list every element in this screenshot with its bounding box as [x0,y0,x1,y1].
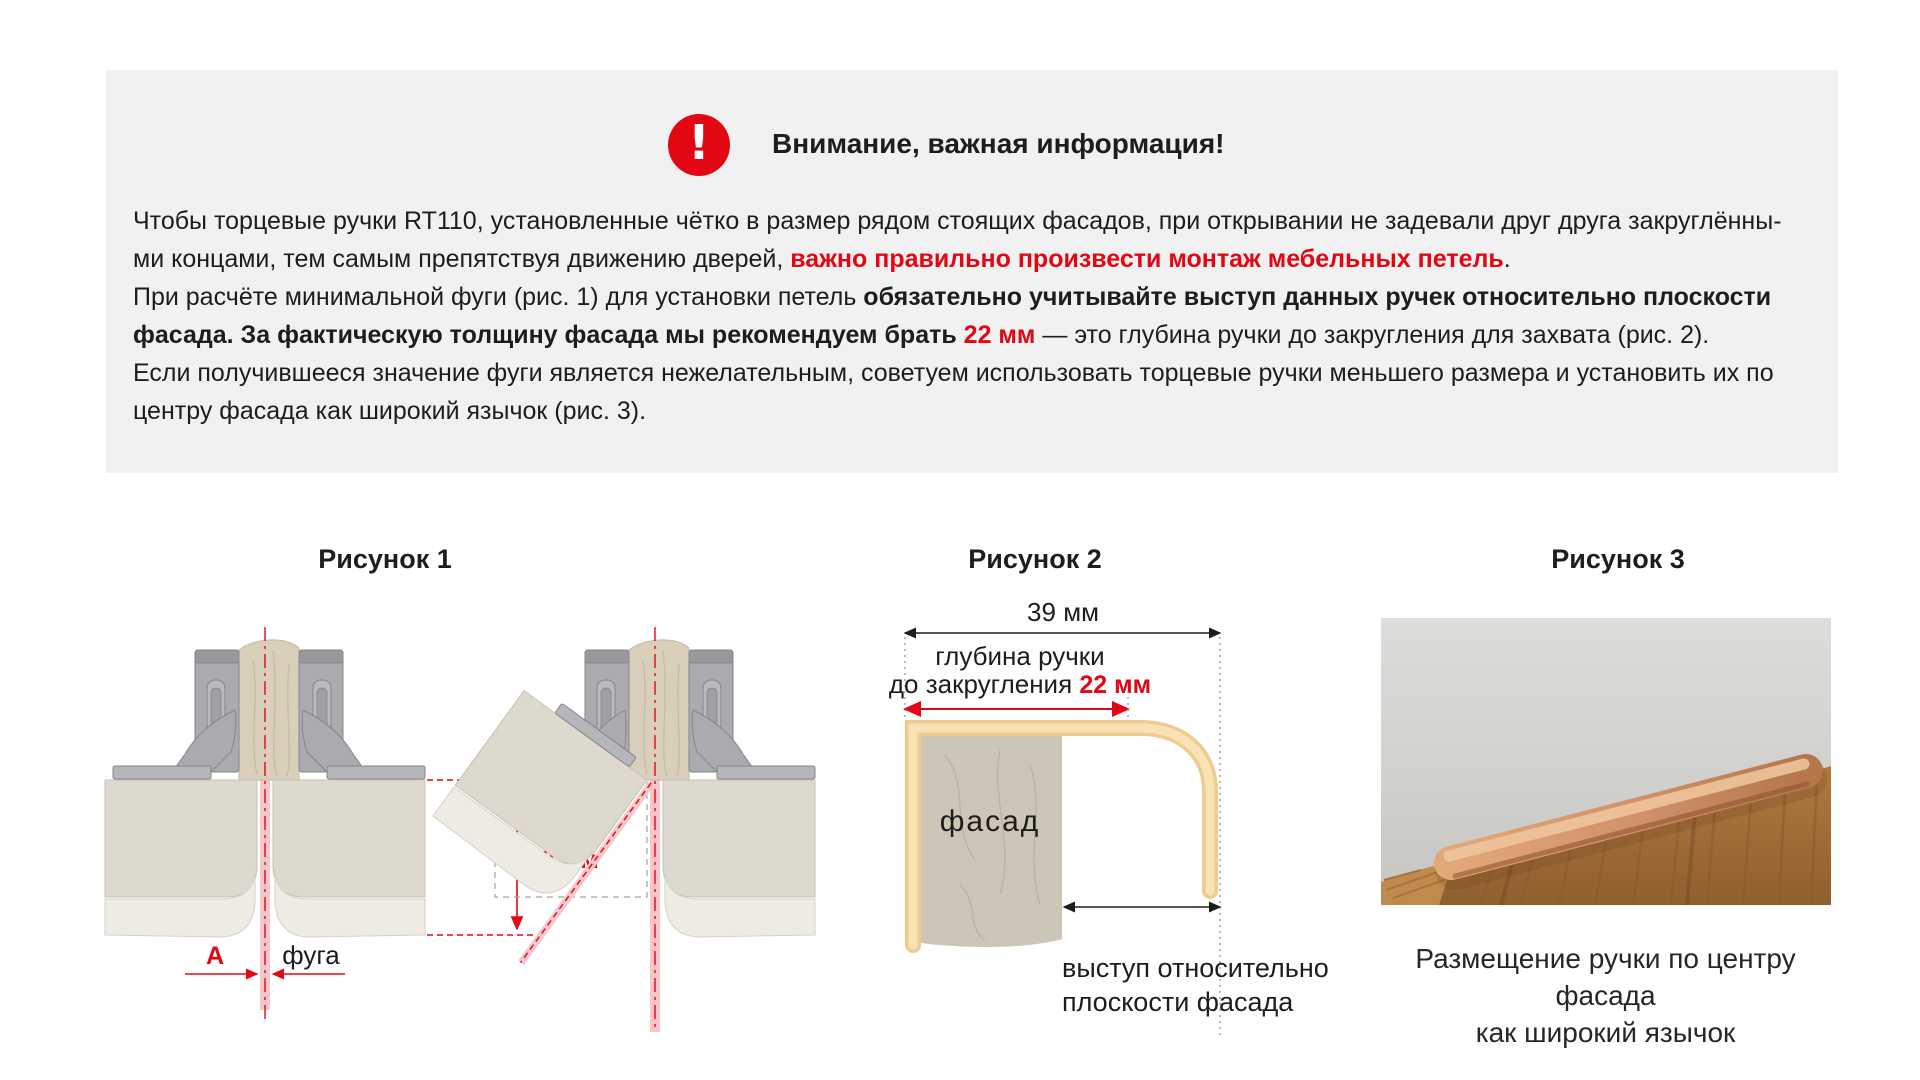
fig2-protrusion-label-line1: выступ относительно [1062,953,1329,983]
figure3-caption [1378,940,1833,1051]
figure3-caption-line1: Размещение ручки по центру фасада [1415,943,1796,1011]
notice-text-line: Чтобы торцевые ручки RT110, установленные чётко в размер рядом стоящих фасадов, при открывании не задевали друг друга закруглённы- [133,207,1782,235]
exclamation-icon: ! [688,115,710,171]
figure3-caption-line2: как широкий язычок [1475,1017,1736,1048]
figure2-handle-profile-diagram [888,595,1329,1045]
figure1-title: Рисунок 1 [318,544,452,574]
figure2-title: Рисунок 2 [968,544,1102,574]
notice-text-line: Если получившееся значение фуги является нежелательным, советуем использовать торцевые ручки меньшего размера и установить их по [133,359,1774,387]
notice-text-line: ми концами, тем самым препятствуя движению дверей, важно правильно произвести монтаж мебельных петель. [133,245,1511,273]
notice-text-line: центру фасада как широкий язычок (рис. 3). [133,397,647,425]
notice-title: Внимание, важная информация! [772,128,1225,159]
fig2-dim-39-label: 39 мм [1027,597,1099,627]
notice-body [133,202,1828,430]
fig2-facade-panel [921,736,1062,947]
figure1-hinge-diagram [70,592,830,1062]
fig2-depth-label-line1: глубина ручки [935,641,1105,671]
fig1-opening-door-drawing [394,627,815,1032]
fig2-depth-label-line2: до закругления 22 мм [888,669,1152,699]
notice-box [106,70,1838,473]
fig2-protrusion-label-line2: плоскости фасада [1062,987,1294,1017]
warning-icon [668,114,730,176]
fig2-facade-label: фасад [939,805,1041,838]
fig1-label-fuga: фуга [282,940,340,970]
figure3-title: Рисунок 3 [1551,544,1685,574]
fig1-label-a: А [205,942,225,970]
notice-text-line: При расчёте минимальной фуги (рис. 1) для установки петель обязательно учитывайте выступ данных ручек относительно плоскости [133,283,1772,311]
figure3-handle-photo [1381,618,1831,905]
notice-text-line: фасада. За фактическую толщину фасада мы рекомендуем брать 22 мм — это глубина ручки до закругления для захвата (рис. 2). [133,321,1710,349]
